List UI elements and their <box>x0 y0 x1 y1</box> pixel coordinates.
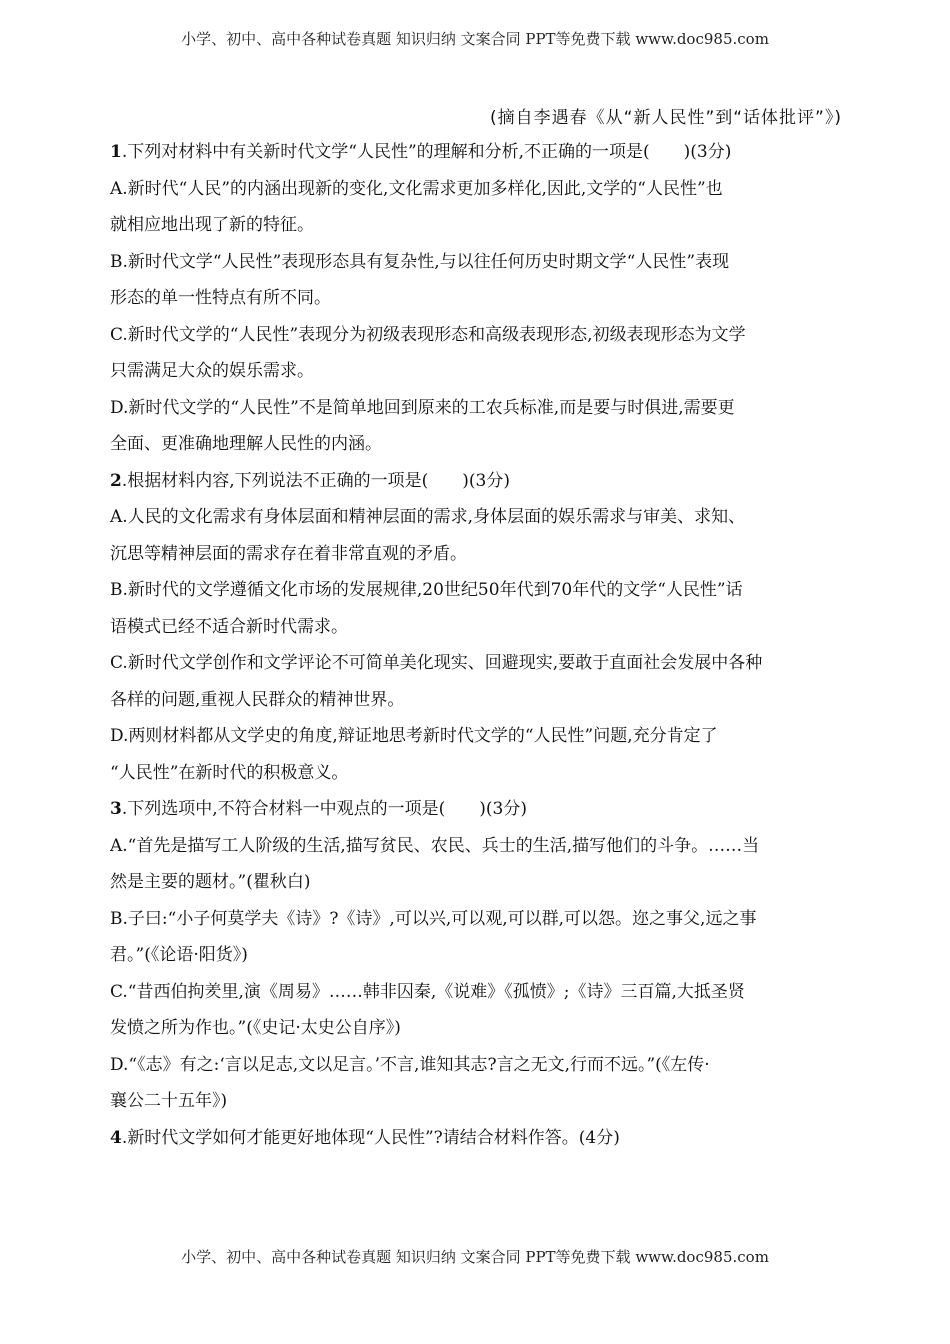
q3-option-c-line1: C.“昔西伯拘羑里,演《周易》……韩非囚秦,《说难》《孤愤》;《诗》三百篇,大抵圣贤 <box>110 981 745 1002</box>
q3-option-d-line2: 襄公二十五年》) <box>110 1091 228 1111</box>
q3-option-c-line2: 发愤之所为作也。”(《史记·太史公自序》) <box>110 1018 401 1038</box>
q1-option-c-line2: 只需满足大众的娱乐需求。 <box>110 361 314 381</box>
question-4-stem <box>110 1120 840 1157</box>
question-list <box>110 134 840 1156</box>
q1-option-a-line2: 就相应地出现了新的特征。 <box>110 215 314 235</box>
question-number: 3 <box>110 799 122 819</box>
q3-option-a-line2: 然是主要的题材。”(瞿秋白) <box>110 872 311 892</box>
question-text: .新时代文学如何才能更好地体现“人民性”?请结合材料作答。(4分) <box>121 1127 620 1148</box>
q2-option-d-line2: “人民性”在新时代的积极意义。 <box>110 762 349 783</box>
q1-option-d-line2: 全面、更准确地理解人民性的内涵。 <box>110 434 382 454</box>
q2-option-d-line1: D.两则材料都从文学史的角度,辩证地思考新时代文学的“人民性”问题,充分肯定了 <box>110 726 718 746</box>
q1-option-b-line1: B.新时代文学“人民性”表现形态具有复杂性,与以往任何历史时期文学“人民性”表现 <box>110 251 730 272</box>
q3-option-d-line1: D.“《志》有之:‘言以足志,文以足言。’不言,谁知其志?言之无文,行而不远。”(《左传· <box>110 1054 710 1075</box>
q1-option-c-line1: C.新时代文学的“人民性”表现分为初级表现形态和高级表现形态,初级表现形态为文学 <box>110 324 746 345</box>
question-text: .下列对材料中有关新时代文学“人民性”的理解和分析,不正确的一项是( )(3分) <box>121 142 732 162</box>
source-citation: (摘自李遇春《从“新人民性”到“话体批评”》) <box>490 108 842 128</box>
q2-option-a-line2: 沉思等精神层面的需求存在着非常直观的矛盾。 <box>110 543 467 564</box>
q2-option-b-line2: 语模式已经不适合新时代需求。 <box>110 616 348 637</box>
question-number: 1 <box>110 142 122 162</box>
q1-option-d-line1: D.新时代文学的“人民性”不是简单地回到原来的工农兵标准,而是要与时俱进,需要更 <box>110 397 735 418</box>
q3-option-b-line1: B.子曰:“小子何莫学夫《诗》?《诗》,可以兴,可以观,可以群,可以怨。迩之事父,远之事 <box>110 908 757 929</box>
q1-option-b-line2: 形态的单一性特点有所不同。 <box>110 288 331 308</box>
q2-option-c-line2: 各样的问题,重视人民群众的精神世界。 <box>110 689 405 710</box>
question-text: .根据材料内容,下列说法不正确的一项是( )(3分) <box>121 470 510 491</box>
question-1-stem <box>110 134 840 171</box>
q2-option-b-line1: B.新时代的文学遵循文化市场的发展规律,20世纪50年代到70年代的文学“人民性”话 <box>110 580 743 600</box>
question-text: .下列选项中,不符合材料一中观点的一项是( )(3分) <box>121 799 527 819</box>
question-3-stem <box>110 791 840 828</box>
q2-option-c-line1: C.新时代文学创作和文学评论不可简单美化现实、回避现实,要敢于直面社会发展中各种 <box>110 653 763 673</box>
question-2-stem <box>110 463 840 500</box>
q3-option-a-line1: A.“首先是描写工人阶级的生活,描写贫民、农民、兵士的生活,描写他们的斗争。……当 <box>110 835 760 856</box>
question-number: 2 <box>110 470 122 491</box>
question-number: 4 <box>110 1127 122 1148</box>
page-header: 小学、初中、高中各种试卷真题 知识归纳 文案合同 PPT等免费下载 www.doc985.com <box>181 30 769 48</box>
page-footer: 小学、初中、高中各种试卷真题 知识归纳 文案合同 PPT等免费下载 www.doc985.com <box>181 1248 769 1266</box>
q2-option-a-line1: A.人民的文化需求有身体层面和精神层面的需求,身体层面的娱乐需求与审美、求知、 <box>110 507 746 527</box>
q3-option-b-line2: 君。”(《论语·阳货》) <box>110 945 248 965</box>
q1-option-a-line1: A.新时代“人民”的内涵出现新的变化,文化需求更加多样化,因此,文学的“人民性”也 <box>110 178 723 199</box>
